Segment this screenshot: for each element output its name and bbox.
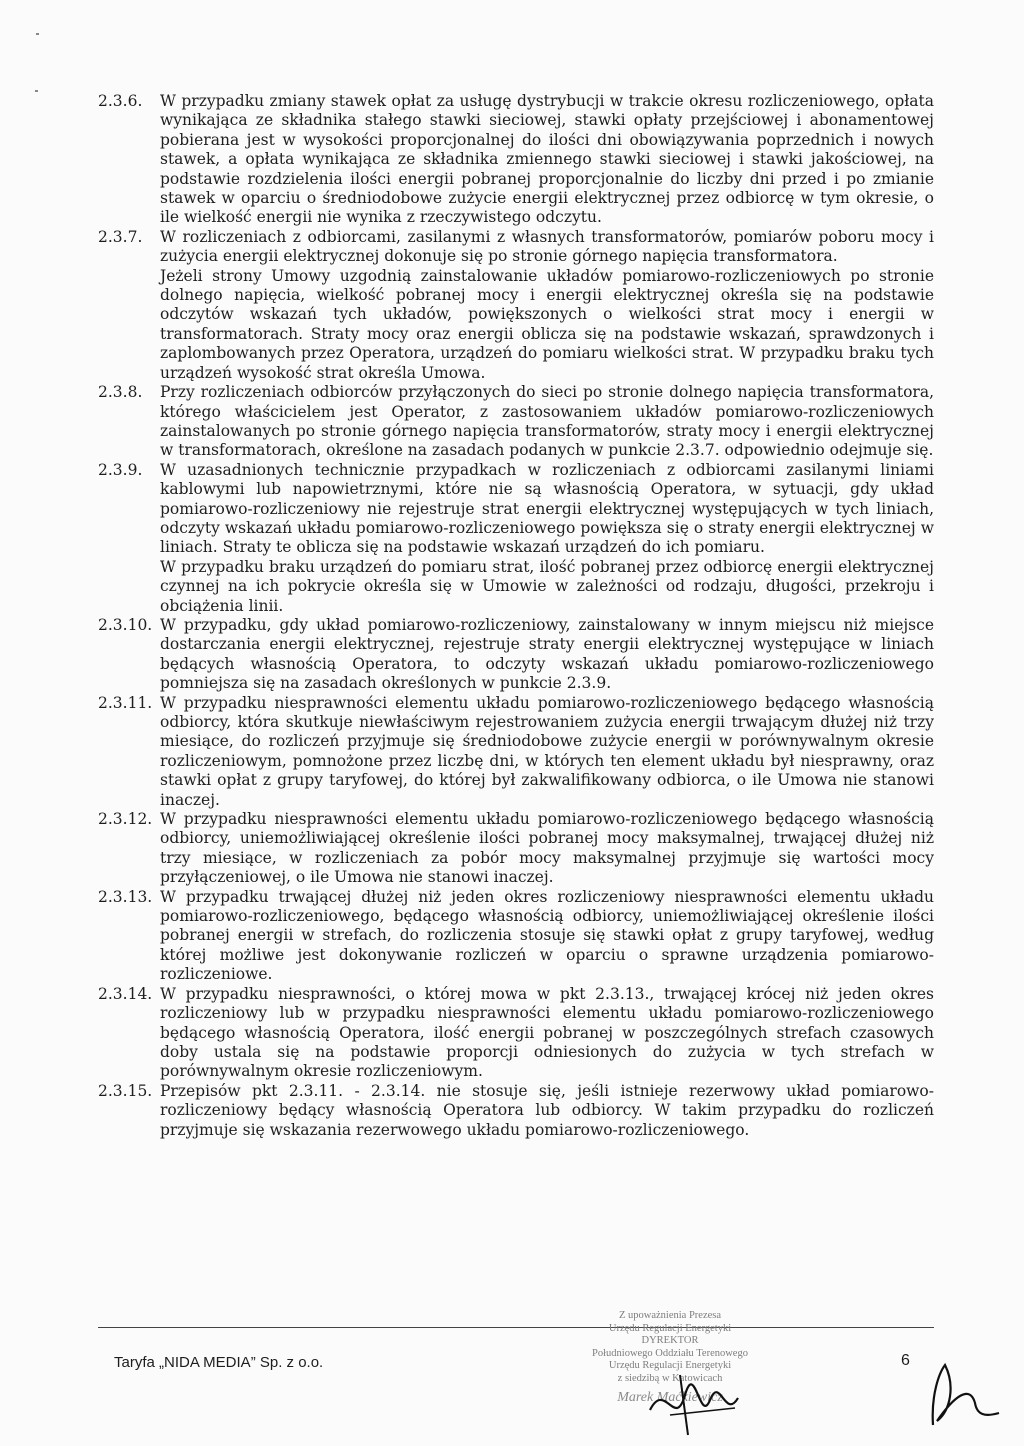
clause-body bbox=[160, 228, 934, 383]
clause-body bbox=[160, 461, 934, 616]
clause-body bbox=[160, 694, 934, 810]
clause-2-3-14 bbox=[98, 985, 934, 1082]
clause-paragraph: Jeżeli strony Umowy uzgodnią zainstalowanie układów pomiarowo-rozliczeniowych po stronie dolnego napięcia, wielkość pobranej mocy i energii elektrycznej określa się na podstawie odczytów wskazań tych układów, powiększonych o wielkości strat mocy i energii w transformatorach. Straty mocy oraz energii oblicza się na podstawie wskazań, sprawdzonych i zaplombowanych przez Operatora, urządzeń do pomiaru wielkości strat. W przypadku braku tych urządzeń wysokość strat określa Umowa. bbox=[160, 266, 934, 382]
clause-number: 2.3.8. bbox=[98, 383, 143, 402]
clause-number: 2.3.14. bbox=[98, 984, 153, 1003]
clause-number: 2.3.6. bbox=[98, 92, 143, 110]
page-number: 6 bbox=[901, 1352, 910, 1369]
clause-number: 2.3.10. bbox=[98, 615, 153, 634]
clause-body bbox=[160, 888, 934, 985]
scan-speck bbox=[36, 33, 39, 35]
clause-paragraph: W przypadku braku urządzeń do pomiaru strat, ilość pobranej przez odbiorcę energii elektrycznej czynnej na ich pokrycie określa się w Umowie w zależności od rodzaju, długości, przekroju i obciążenia linii. bbox=[160, 557, 934, 615]
scan-speck bbox=[35, 90, 38, 92]
stamp-line: Południowego Oddziału Terenowego bbox=[592, 1347, 748, 1359]
clause-body bbox=[160, 92, 934, 228]
clause-paragraph: W przypadku zmiany stawek opłat za usługę dystrybucji w trakcie okresu rozliczeniowego, opłata wynikająca ze składnika stałego stawki sieciowej, stawki opłaty przejściowej i abonamentowej pobierana jest w wysokości proporcjonalnej do ilości dni obowiązywania poprzednich i nowych stawek, a opłata wynikająca ze składnika zmiennego stawki sieciowej i stawki jakościowej, na podstawie rozdzielenia ilości energii pobranej proporcjonalnie do liczby dni przed i po zmianie stawek w oparciu o średniodobowe zużycie energii elektrycznej przez odbiorcę w tym okresie, o ile wielkość energii nie wynika z rzeczywistego odczytu. bbox=[160, 92, 934, 227]
stamp-line: DYREKTOR bbox=[641, 1335, 699, 1347]
clause-2-3-9 bbox=[98, 461, 934, 616]
clause-number: 2.3.15. bbox=[98, 1081, 153, 1100]
clause-body bbox=[160, 616, 934, 694]
stamp-line: z siedzibą w Katowicach bbox=[617, 1372, 723, 1384]
clause-2-3-6 bbox=[98, 92, 934, 228]
clause-paragraph: W przypadku niesprawności, o której mowa w pkt 2.3.13., trwającej krócej niż jeden okres rozliczeniowy lub w przypadku niesprawności elementu układu pomiarowo-rozliczeniowego będącego własnością Operatora, ilość energii pobranej w poszczególnych strefach czasowych doby ustala się na podstawie proporcji odniesionych do zużycia w tych strefach w porównywalnym okresie rozliczeniowym. bbox=[160, 984, 934, 1081]
clause-number: 2.3.13. bbox=[98, 887, 153, 906]
clause-paragraph: Przy rozliczeniach odbiorców przyłączonych do sieci po stronie dolnego napięcia transformatora, którego właścicielem jest Operator, z zastosowaniem układów pomiarowo-rozliczeniowych zainstalowanych po stronie górnego napięcia transformatorów, straty mocy i energii elektrycznej w transformatorach, określone na zasadach podanych w punkcie 2.3.7. odpowiednio odejmuje się. bbox=[160, 383, 934, 460]
clause-paragraph: W przypadku, gdy układ pomiarowo-rozliczeniowy, zainstalowany w innym miejscu niż miejsce dostarczania energii elektrycznej, rejestruje straty energii elektrycznej występujące w liniach będących własnością Operatora, to odczyty wskazań układu pomiarowo-rozliczeniowego pomniejsza się na zasadach określonych w punkcie 2.3.9. bbox=[160, 615, 934, 693]
footer-company: Taryfa „NIDA MEDIA” Sp. z o.o. bbox=[114, 1354, 324, 1371]
clause-2-3-15 bbox=[98, 1082, 934, 1140]
tariff-text bbox=[98, 92, 934, 1140]
clause-2-3-7 bbox=[98, 228, 934, 383]
clause-2-3-8 bbox=[98, 383, 934, 461]
clause-body bbox=[160, 810, 934, 888]
stamp-line: Urzędu Regulacji Energetyki bbox=[608, 1322, 732, 1334]
clause-2-3-13 bbox=[98, 888, 934, 985]
clause-paragraph: W przypadku niesprawności elementu układu pomiarowo-rozliczeniowego będącego własnością odbiorcy, która skutkuje niewłaściwym rejestrowaniem zużycia energii trwającym dłużej niż trzy miesiące, do rozliczeń przyjmuje się średniodobowe zużycie energii w porównywalnym okresie rozliczeniowym, pomnożone przez liczbę dni, w których ten element układu był niesprawny, oraz stawki opłat z grupy taryfowej, do której był zakwalifikowany odbiorca, o ile Umowa nie stanowi inaczej. bbox=[160, 693, 934, 809]
clause-2-3-11 bbox=[98, 694, 934, 810]
clause-paragraph: W przypadku niesprawności elementu układu pomiarowo-rozliczeniowego będącego własnością odbiorcy, uniemożliwiającej określenie ilości pobranej mocy maksymalnej, trwającej dłużej niż trzy miesiące, w rozliczeniach za pobór mocy maksymalnej przyjmuje się wartości mocy przyłączeniowej, o ile Umowa nie stanowi inaczej. bbox=[160, 810, 934, 887]
clause-number: 2.3.9. bbox=[98, 460, 143, 479]
clause-number: 2.3.11. bbox=[98, 693, 153, 712]
clause-2-3-10 bbox=[98, 616, 934, 694]
initials-signature bbox=[925, 1355, 1005, 1435]
handwritten-signature bbox=[640, 1370, 750, 1440]
clause-body bbox=[160, 383, 934, 461]
clause-body bbox=[160, 985, 934, 1082]
clause-number: 2.3.7. bbox=[98, 227, 143, 246]
clause-body bbox=[160, 1082, 934, 1140]
stamp-line: Z upoważnienia Prezesa bbox=[618, 1310, 722, 1321]
clause-paragraph: W przypadku trwającej dłużej niż jeden okres rozliczeniowy niesprawności elementu układu pomiarowo-rozliczeniowego, będącego własnością odbiorcy, uniemożliwiającej określenie ilości pobranej energii w strefach, do rozliczenia stosuje się stawki opłat z grupy taryfowej, według której możliwe jest dokonywanie rozliczeń w oparciu o sprawne urządzenia pomiarowo-rozliczeniowe. bbox=[160, 887, 934, 984]
stamp-name: Marek Maćkiewicz bbox=[617, 1389, 723, 1405]
stamp-line: Urzędu Regulacji Energetyki bbox=[608, 1360, 732, 1372]
clause-paragraph: Przepisów pkt 2.3.11. - 2.3.14. nie stosuje się, jeśli istnieje rezerwowy układ pomiarowo-rozliczeniowy będący własnością Operatora lub odbiorcy. W takim przypadku do rozliczeń przyjmuje się wskazania rezerwowego układu pomiarowo-rozliczeniowego. bbox=[160, 1081, 934, 1139]
clause-paragraph: W uzasadnionych technicznie przypadkach w rozliczeniach z odbiorcami zasilanymi liniami kablowymi lub napowietrznymi, które nie są własnością Operatora, w sytuacji, gdy układ pomiarowo-rozliczeniowy nie rejestruje strat energii elektrycznej występujących w tych liniach, odczyty wskazań układu pomiarowo-rozliczeniowego powiększa się o straty energii elektrycznej w liniach. Straty te oblicza się na podstawie wskazań urządzeń do ich pomiaru. bbox=[160, 460, 934, 557]
clause-2-3-12 bbox=[98, 810, 934, 888]
clause-number: 2.3.12. bbox=[98, 810, 153, 829]
clause-paragraph: W rozliczeniach z odbiorcami, zasilanymi z własnych transformatorów, pomiarów poboru mocy i zużycia energii elektrycznej dokonuje się po stronie górnego napięcia transformatora. bbox=[160, 227, 934, 266]
